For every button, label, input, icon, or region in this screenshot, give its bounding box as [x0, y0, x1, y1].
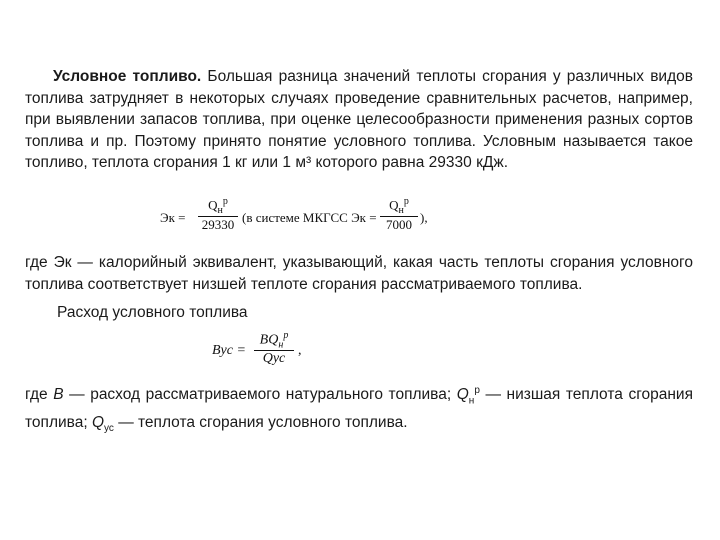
- paragraph-body: Большая разница значений теплоты сгорания у различных видов топлива затрудняет в некоторых случаях проведение сравнительных расчетов, например, при выявлении запасов топлива, при оценке целесообразности применения разных сортов топлива и пр. Поэтому принято понятие условного топлива. Условным называется такое топливо, теплота сгорания 1 кг или 1 м³ которого равна 29330 кДж.: [25, 68, 693, 171]
- formula-numerator: $Q_н^р$: [198, 196, 238, 217]
- variable-q-conventional: Q: [91, 413, 104, 431]
- formula-denominator: 29330: [201, 216, 235, 232]
- formula-numerator-2: $Q_н^р$: [380, 196, 418, 217]
- formula-tail: ),: [420, 210, 428, 225]
- paragraph-title: Условное топливо.: [53, 68, 202, 85]
- paragraph-variable-definitions: где B — расход рассматриваемого натурального топлива; $Q_н^р$ — низшая теплота сгорания топлива; $Q_{ус}$ — теплота сгорания условного топлива.: [25, 385, 693, 434]
- formula-denominator: Qус: [262, 351, 286, 367]
- formula-tail: ,: [298, 343, 302, 358]
- formula-lhs: Bус =: [212, 343, 246, 358]
- subheading-fuel-consumption: Расход условного топлива: [57, 304, 248, 321]
- paragraph-calorific-explanation: где Эк — калорийный эквивалент, указывающий, какая часть теплоты сгорания условного топлива соответствует низшей теплоте сгорания рассматриваемого топлива.: [25, 254, 693, 293]
- formula-fraction: [254, 330, 294, 367]
- variable-q-lower: Q: [456, 386, 469, 404]
- formula-fraction: [198, 196, 238, 233]
- formula-fraction-2: [380, 196, 418, 233]
- formula-lhs: Эк =: [160, 210, 186, 225]
- paragraph-conventional-fuel: [25, 66, 693, 174]
- formula-denominator-2: 7000: [386, 216, 412, 232]
- formula-conventional-fuel-consumption: [212, 330, 302, 376]
- formula-middle-text: (в системе МКГСС Эк =: [242, 210, 377, 225]
- formula-numerator: $BQ_н^р$: [254, 330, 294, 351]
- formula-calorific-equivalent: [160, 196, 450, 244]
- variable-b: B: [53, 386, 64, 404]
